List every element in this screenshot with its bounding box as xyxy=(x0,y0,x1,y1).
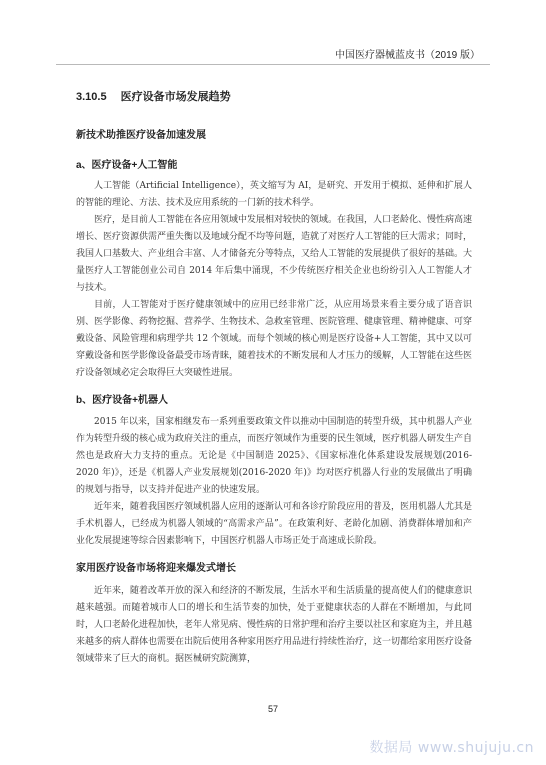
watermark: 数据局 www.shujuju.cn xyxy=(369,740,534,756)
item-a-heading: a、医疗设备+人工智能 xyxy=(76,160,178,171)
paragraph: 近年来，随着我国医疗领域机器人应用的逐渐认可和各诊疗阶段应用的普及，医用机器人尤其是手术机器人，已经成为机器人领域的“高需求产品”。在政策利好、老龄化加剧、消费群体增加和产业化发展提速等综合因素影响下，中国医疗机器人市场正处于高速成长阶段。 xyxy=(76,502,473,546)
section-number: 3.10.5 xyxy=(76,91,107,103)
header-divider xyxy=(56,64,490,65)
page-content xyxy=(76,90,472,668)
page-number: 57 xyxy=(267,704,278,714)
item-b-heading: b、医疗设备+机器人 xyxy=(76,395,168,406)
section-title: 医疗设备市场发展趋势 xyxy=(120,91,231,103)
header-title: 中国医疗器械蓝皮书（2019 版） xyxy=(334,50,480,61)
paragraph: 目前，人工智能对于医疗健康领域中的应用已经非常广泛，从应用场景来看主要分成了语音识别、医学影像、药物挖掘、营养学、生物技术、急救室管理、医院管理、健康管理、精神健康、可穿戴设备、风险管理和病理学共 12 个领域。而每个领域的核心则是医疗设备+人工智能，其中又以可穿戴设备和医学影像设备最受市场青睐，随着技术的不断发展和人才压力的缓解，人工智能在这些医疗设备领域必定会取得巨大突破性进展。 xyxy=(76,300,473,378)
subsection-heading-home-devices: 家用医疗设备市场将迎来爆发式增长 xyxy=(76,563,236,574)
home-devices-body xyxy=(76,583,472,668)
paragraph: 近年来，随着改革开放的深入和经济的不断发展，生活水平和生活质量的提高使人们的健康意识越来越强。而随着城市人口的增长和生活节奏的加快，处于亚健康状态的人群在不断增加，与此同时，人口老龄化进程加快，老年人常见病、慢性病的日常护理和治疗主要以社区和家庭为主，并且越来越多的病人群体也需要在出院后使用各种家用医疗用品进行持续性治疗，这一切都给家用医疗设备领域带来了巨大的商机。据医械研究院测算， xyxy=(76,586,473,664)
section-heading xyxy=(76,90,472,104)
paragraph: 2015 年以来，国家相继发布一系列重要政策文件以推动中国制造的转型升级，其中机器人产业作为转型升级的核心成为政府关注的重点，而医疗领域作为重要的民生领域，医疗机器人研发生产自然也是政府大力支持的重点。无论是《中国制造 2025》、《国家标准化体系建设发展规划(2016-2020 年)》，还是《机器人产业发展规划(2016-2020 年)》均对医疗机器人行业的发展做出了明确的规划与指导，以支持并促进产业的快速发展。 xyxy=(76,417,473,495)
paragraph: 人工智能（Artificial Intelligence），英文缩写为 AI，是研究、开发用于模拟、延伸和扩展人的智能的理论、方法、技术及应用系统的一门新的技术科学。 xyxy=(76,181,472,208)
item-a-body xyxy=(76,178,472,382)
item-b-body xyxy=(76,414,472,550)
subsection-heading-new-tech: 新技术助推医疗设备加速发展 xyxy=(76,130,206,141)
paragraph: 医疗，是目前人工智能在各应用领域中发展相对较快的领域。在我国，人口老龄化、慢性病高速增长、医疗资源供需严重失衡以及地域分配不均等问题，造就了对医疗人工智能的巨大需求；同时，我国人口基数大、产业组合丰富、人才储备充分等特点，又给人工智能的发展提供了很好的基础。大量医疗人工智能创业公司自 2014 年后集中涌现，不少传统医疗相关企业也纷纷引入人工智能人才与技术。 xyxy=(76,215,473,293)
